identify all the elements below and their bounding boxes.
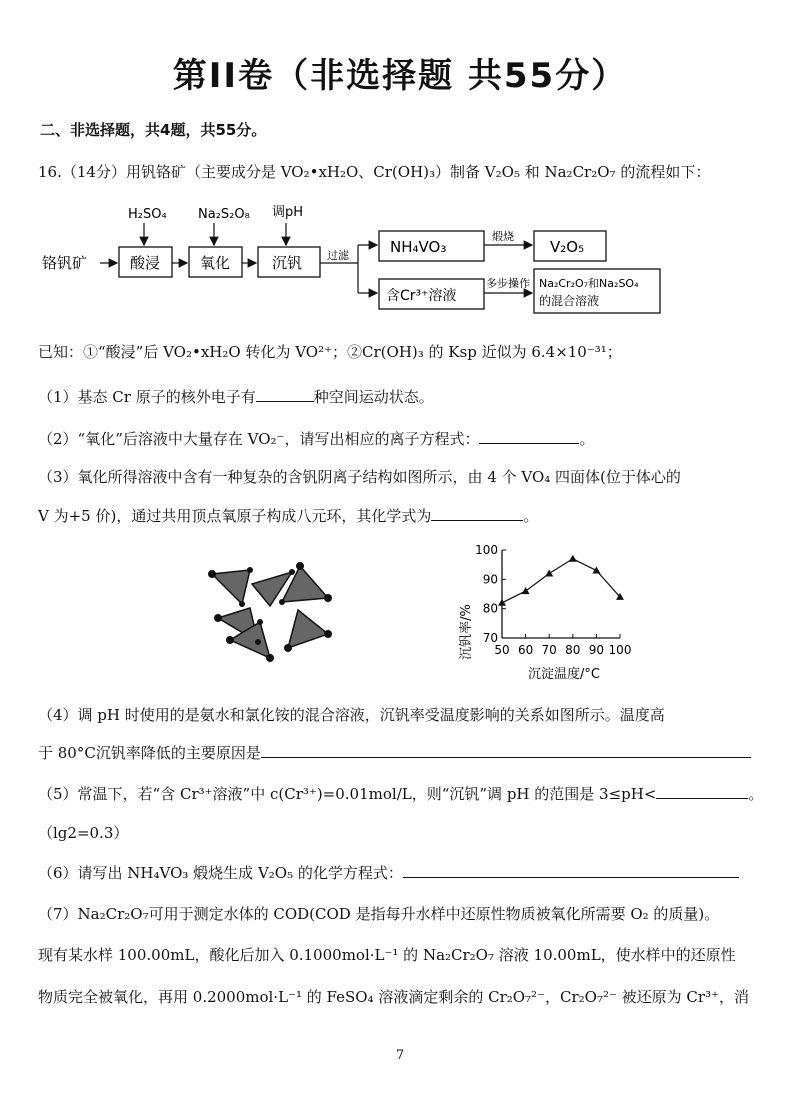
flow-start: 铬钒矿 [42, 254, 88, 272]
question-7-line-2: 现有某水样 100.00mL，酸化后加入 0.1000mol·L⁻¹ 的 Na₂Cr₂O₇ 溶液 10.00mL，使水样中的还原性 [38, 946, 736, 964]
chart-data-point [592, 567, 600, 574]
chart-data-point [522, 587, 530, 594]
chart-x-tick-label: 50 [494, 643, 510, 657]
question-2-tail: 。 [579, 430, 595, 448]
flow-reagent-1: H₂SO₄ [128, 207, 167, 222]
answer-blank-1[interactable] [256, 387, 314, 402]
question-7-line-3: 物质完全被氧化，再用 0.2000mol·L⁻¹ 的 FeSO₄ 溶液滴定剩余的 Cr₂O₇²⁻，Cr₂O₇²⁻ 被还原为 Cr³⁺，消 [38, 988, 750, 1006]
answer-blank-2[interactable] [479, 429, 579, 444]
flow-box-3-label: 沉钒 [272, 254, 303, 272]
answer-blank-3[interactable] [431, 506, 523, 521]
chart-y-label: 沉钒率/% [459, 604, 474, 660]
flow-box-4-label: NH₄VO₃ [390, 238, 447, 256]
chart-series-line [502, 559, 620, 603]
chart-x-tick-label: 80 [565, 643, 581, 657]
question-4-line-1: （4）调 pH 时使用的是氨水和氯化铵的混合溶液，沉钒率受温度影响的关系如图所示。温度高 [38, 706, 665, 724]
flow-multistep: 多步操作 [486, 277, 530, 290]
chart-data-point [569, 555, 577, 562]
vanadate-structure-figure [200, 562, 345, 667]
q16-intro: 16.（14分）用钒铬矿（主要成分是 VO₂•xH₂O、Cr(OH)₃）制备 V₂O₅ 和 Na₂Cr₂O₇ 的流程如下： [38, 163, 711, 181]
question-3-line-1: （3）氧化所得溶液中含有一种复杂的含钒阴离子结构如图所示，由 4 个 VO₄ 四面体(位于体心的 [38, 468, 681, 486]
chart-x-tick-label: 60 [517, 643, 534, 657]
question-3-line-2 [38, 505, 538, 526]
chart-x-tick-label: 90 [588, 643, 605, 657]
question-2-text: （2）“氧化”后溶液中大量存在 VO₂⁻，请写出相应的离子方程式： [38, 430, 480, 448]
flow-box-7-line-2: 的混合溶液 [539, 294, 600, 308]
question-5-text: （5）常温下，若“含 Cr³⁺溶液”中 c(Cr³⁺)=0.01mol/L，则“沉钒”调 pH 的范围是 3≤pH< [38, 785, 657, 803]
section-heading: 二、非选择题，共4题，共55分。 [40, 121, 267, 139]
chart-x-label: 沉淀温度/°C [528, 667, 600, 682]
question-4-text: 于 80°C沉钒率降低的主要原因是 [38, 744, 261, 762]
flow-filter: 过滤 [327, 249, 349, 262]
question-1-text: （1）基态 Cr 原子的核外电子有 [38, 388, 256, 406]
flow-box-5-label: V₂O₅ [550, 238, 585, 256]
question-5-line-1 [38, 783, 763, 804]
flow-box-2-label: 氧化 [200, 254, 231, 272]
chart-x-tick-label: 70 [541, 643, 557, 657]
question-1 [38, 386, 434, 407]
page-number: 7 [395, 1048, 405, 1063]
chart-y-tick-label: 90 [482, 572, 498, 587]
flow-box-7-line-1: Na₂Cr₂O₇和Na₂SO₄ [539, 277, 639, 290]
flowchart [40, 195, 690, 325]
precipitation-rate-chart [440, 538, 640, 683]
question-7-line-1: （7）Na₂Cr₂O₇可用于测定水体的 COD(COD 是指每升水样中还原性物质被氧化所需要 O₂ 的质量)。 [38, 905, 720, 923]
flow-calcine: 煅烧 [492, 230, 514, 243]
chart-data-point [545, 569, 553, 576]
chart-data-point [498, 599, 506, 606]
chart-y-tick-label: 100 [475, 543, 498, 557]
flow-box-1-label: 酸浸 [130, 254, 161, 272]
question-3-tail: 。 [523, 507, 539, 525]
known-conditions: 已知：①“酸浸”后 VO₂•xH₂O 转化为 VO²⁺；②Cr(OH)₃ 的 Ksp 近似为 6.4×10⁻³¹； [38, 343, 622, 361]
question-3-text: V 为+5 价)，通过共用顶点氧原子构成八元环，其化学式为 [38, 507, 432, 525]
question-6 [38, 862, 739, 883]
question-5-tail: 。 [748, 785, 764, 803]
flow-reagent-3: 调pH [272, 205, 304, 220]
page-title: 第II卷（非选择题 共55分） [172, 56, 628, 96]
question-5-hint: （lg2=0.3） [38, 824, 129, 842]
chart-x-tick-label: 100 [608, 643, 632, 657]
chart-y-tick-label: 70 [482, 631, 498, 645]
question-1-tail: 种空间运动状态。 [313, 388, 434, 406]
flow-reagent-2: Na₂S₂O₈ [198, 207, 250, 222]
question-2 [38, 428, 594, 449]
answer-blank-4[interactable] [261, 743, 751, 758]
question-4-line-2 [38, 742, 751, 763]
flow-box-6-label: 含Cr³⁺溶液 [386, 288, 457, 304]
answer-blank-6[interactable] [403, 863, 739, 878]
answer-blank-5[interactable] [656, 784, 748, 799]
question-6-text: （6）请写出 NH₄VO₃ 煅烧生成 V₂O₅ 的化学方程式： [38, 864, 403, 882]
chart-y-tick-label: 80 [482, 601, 498, 616]
